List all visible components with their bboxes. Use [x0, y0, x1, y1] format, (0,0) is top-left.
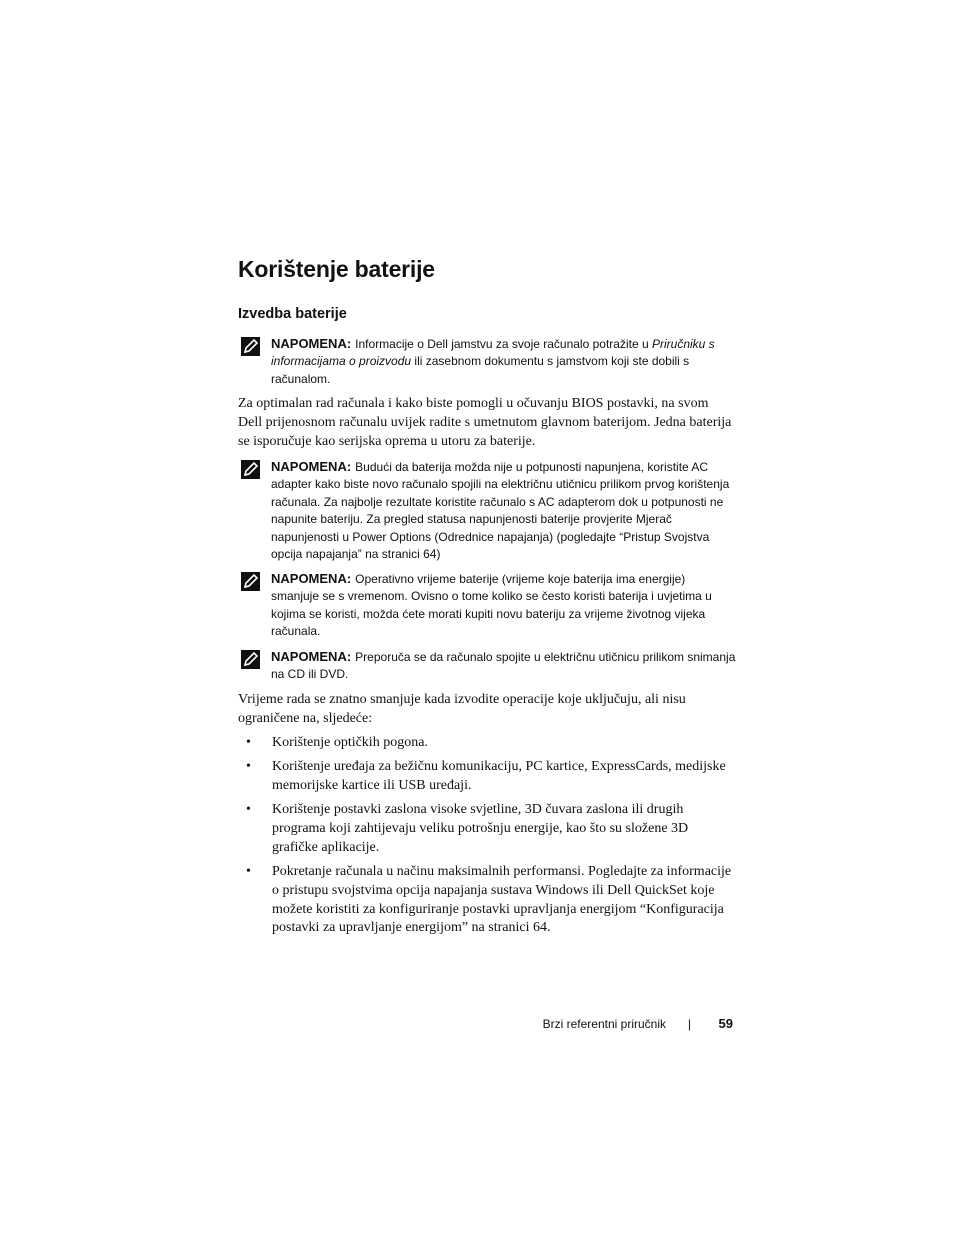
note-2: [238, 458, 736, 563]
operations-list: [238, 734, 736, 944]
note-label: NAPOMENA:: [271, 459, 352, 474]
note-pencil-icon: [241, 572, 260, 591]
page-number: 59: [718, 1016, 733, 1031]
bullet-icon: •: [246, 802, 251, 818]
note-pencil-icon: [241, 460, 260, 479]
note-pencil-icon: [241, 650, 260, 669]
list-item: • Pokretanje računala u načinu maksimalnih performansi. Pogledajte za informacije o pristupu svojstvima opcija napajanja sustava Windows ili Dell QuickSet koje možete koristiti za konfiguriranje postavki upravljanja energijom “Konfiguracija postavki za upravljanje energijom” na stranici 64.: [246, 863, 732, 936]
list-item: • Korištenje uređaja za bežičnu komunikaciju, PC kartice, ExpressCards, medijske memorijske kartice ili USB uređaji.: [246, 759, 726, 793]
footer-separator: |: [687, 1017, 691, 1031]
list-item: • Korištenje postavki zaslona visoke svjetline, 3D čuvara zaslona ili drugih programa koji zahtijevaju veliku potrošnju energije, kao što su složene 3D grafičke aplikacije.: [246, 802, 689, 855]
note-text: NAPOMENA: Operativno vrijeme baterije (vrijeme koje baterija ima energije) smanjuje se s vremenom. Ovisno o tome koliko se često koristi baterija i uvjetima u kojima se koristi, možda ćete morati kupiti novu bateriju za vrijeme životnog vijeka računala.: [271, 571, 712, 639]
note-1: [238, 335, 736, 388]
note-pencil-icon: [241, 337, 260, 356]
bullet-icon: •: [246, 759, 251, 775]
note-label: NAPOMENA:: [271, 336, 352, 351]
section-heading: Izvedba baterije: [238, 306, 347, 322]
list-item: • Korištenje optičkih pogona.: [238, 734, 736, 753]
note-text: NAPOMENA: Preporuča se da računalo spojite u električnu utičnicu prilikom snimanja na CD ili DVD.: [271, 649, 736, 682]
note-label: NAPOMENA:: [271, 649, 352, 664]
page-heading: Korištenje baterije: [238, 256, 435, 282]
bullet-icon: •: [246, 735, 251, 750]
paragraph-battery-intro: Za optimalan rad računala i kako biste pomogli u očuvanju BIOS postavki, na svom Dell prijenosnom računalu uvijek radite s umetnutom glavnom baterijom. Jedna baterija se isporučuje kao serijska oprema u utoru za baterije.: [238, 396, 732, 450]
page-footer: [238, 1015, 735, 1035]
paragraph-runtime: Vrijeme rada se znatno smanjuje kada izvodite operacije koje uključuju, ali nisu ograničene na, sljedeće:: [238, 692, 686, 727]
note-text: NAPOMENA: Budući da baterija možda nije u potpunosti napunjena, koristite AC adapter kako biste novo računalo spojili na električnu utičnicu prilikom prvog korištenja računala. Za najbolje rezultate koristite računalo s AC adapterom dok u potpunosti ne napunite bateriju. Za pregled statusa napunjenosti baterije provjerite Mjerač napunjenosti u Power Options (Odrednice napajanja) (pogledajte “Pristup Svojstva opcija napajanja” na stranici 64): [271, 459, 730, 562]
note-label: NAPOMENA:: [271, 571, 352, 586]
footer-title: Brzi referentni priručnik: [542, 1017, 666, 1031]
bullet-icon: •: [246, 863, 251, 879]
note-text: NAPOMENA: Informacije o Dell jamstvu za svoje računalo potražite u Priručniku s informacijama o proizvodu ili zasebnom dokumentu s jamstvom koji ste dobili s računalom.: [271, 336, 715, 386]
note-4: [238, 648, 736, 684]
note-3: [238, 570, 736, 641]
document-title-reference: Priručniku s informacijama o proizvodu: [271, 337, 715, 369]
